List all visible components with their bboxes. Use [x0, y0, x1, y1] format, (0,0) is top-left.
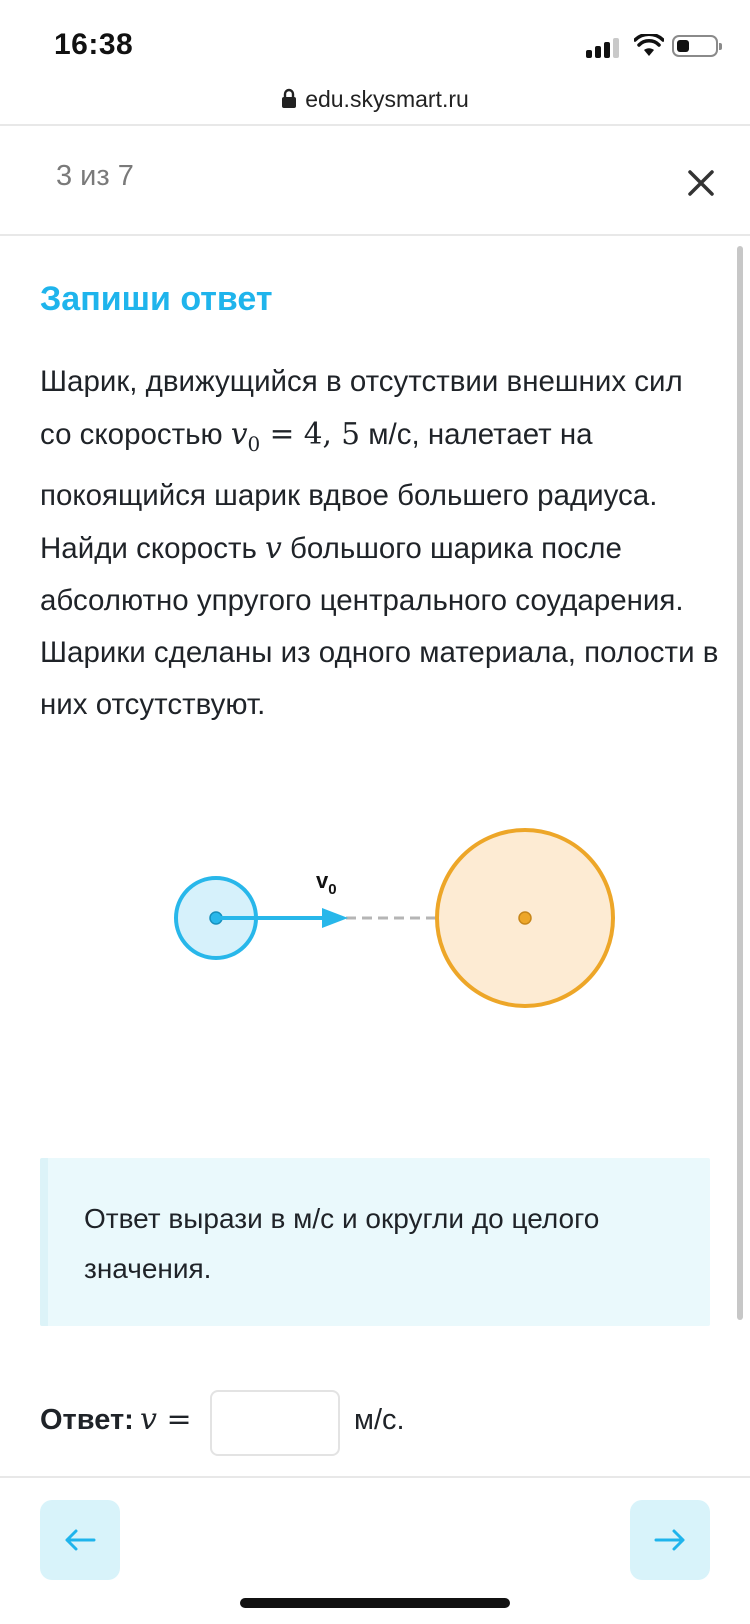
next-button[interactable] — [630, 1500, 710, 1580]
home-indicator — [240, 1598, 510, 1608]
status-bar — [0, 0, 750, 70]
problem-text-part2: м/с, налетает на покоящийся шарик вдвое большего радиуса. Найди скорость — [40, 418, 658, 565]
answer-unit: м/с. — [354, 1404, 405, 1436]
url-text: edu.skysmart.ru — [305, 85, 469, 112]
v0-subscript: 0 — [247, 431, 261, 456]
hint-box — [40, 1158, 710, 1326]
hint-text: Ответ вырази в м/с и округли до целого значения. — [84, 1203, 600, 1284]
large-ball-center — [519, 912, 531, 924]
divider — [0, 124, 750, 126]
problem-text-part1: Шарик, движущийся в отсутствии внешних сил со скоростью — [40, 365, 683, 451]
scrollbar[interactable] — [737, 246, 743, 1320]
divider — [0, 234, 750, 236]
battery-icon — [672, 35, 718, 57]
velocity-label: $v_0$ — [316, 868, 337, 898]
answer-row — [40, 1390, 720, 1456]
previous-button[interactable] — [40, 1500, 120, 1580]
cellular-signal-icon — [586, 36, 626, 58]
task-progress: 3 из 7 — [56, 160, 134, 192]
problem-text-part3: большого шарика после абсолютно упругого центрального соударения. Шарики сделаны из одного материала, полости в них отсутствуют. — [40, 531, 719, 721]
url-bar[interactable] — [0, 76, 750, 122]
status-time: 16:38 — [54, 28, 134, 61]
v-symbol: v — [265, 530, 282, 565]
problem-text — [40, 356, 720, 731]
answer-label: Ответ: — [40, 1404, 134, 1436]
answer-variable: v = — [140, 1402, 192, 1437]
v0-value: = 4, 5 — [260, 417, 361, 451]
arrow-right-icon — [654, 1528, 686, 1552]
v0-symbol: v — [230, 417, 248, 451]
divider — [0, 1476, 750, 1478]
close-icon[interactable] — [686, 168, 716, 198]
task-title: Запиши ответ — [40, 280, 273, 318]
answer-input[interactable] — [210, 1390, 340, 1456]
wifi-icon — [634, 34, 664, 58]
collision-diagram — [150, 820, 650, 1020]
arrow-left-icon — [64, 1528, 96, 1552]
lock-icon — [281, 88, 297, 108]
velocity-arrowhead — [322, 908, 348, 928]
